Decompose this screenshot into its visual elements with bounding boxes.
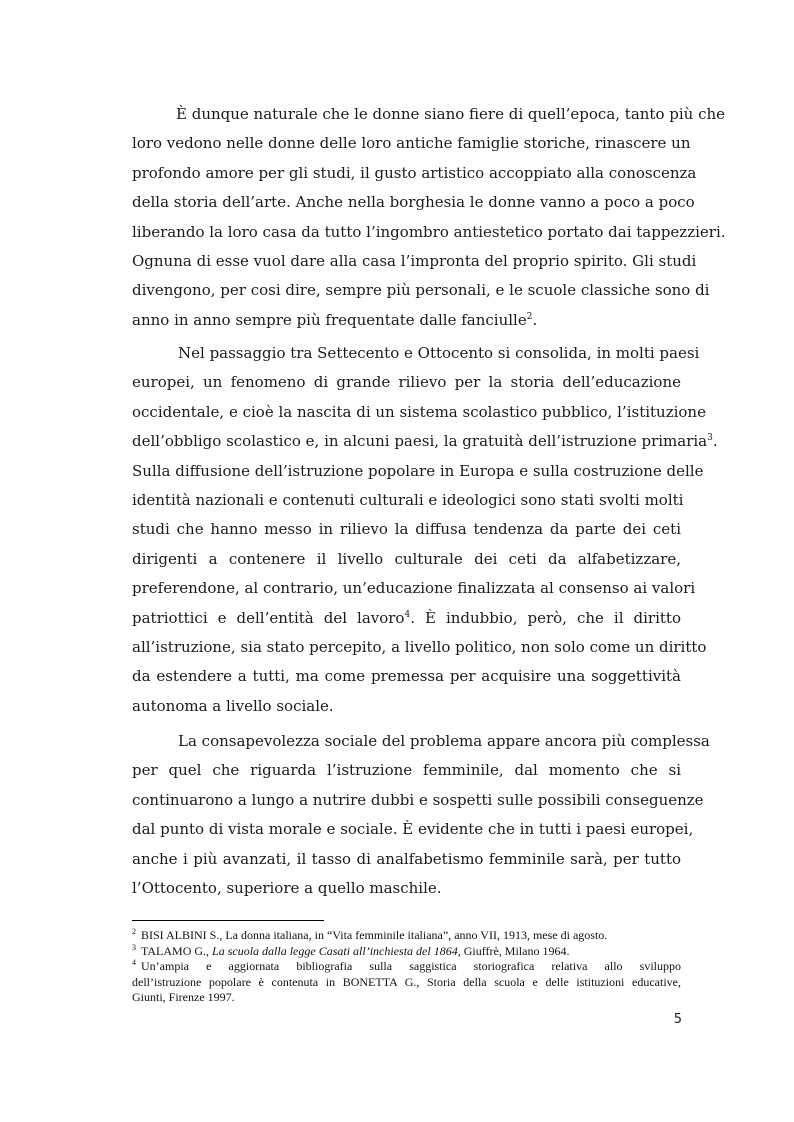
text-line: divengono, per cosi dire, sempre più personali, e le scuole classiche sono di (132, 281, 710, 300)
footnote-ref: 2 (526, 311, 533, 322)
text-line: profondo amore per gli studi, il gusto artistico accoppiato alla conoscenza (132, 163, 697, 182)
paragraph-1 (132, 100, 726, 335)
footnote-separator (132, 920, 324, 921)
text-line: da estendere a tutti, ma come premessa per acquisire una soggettività (132, 667, 681, 686)
text-line: È dunque naturale che le donne siano fiere di quell’epoca, tanto più che (176, 105, 726, 123)
paragraph-2 (132, 339, 718, 721)
text-line: dirigenti a contenere il livello culturale dei ceti da alfabetizzare, (132, 549, 681, 568)
footnote-4-line: Giunti, Firenze 1997. (132, 990, 235, 1004)
text-line: occidentale, e cioè la nascita di un sistema scolastico pubblico, l’istituzione (132, 402, 706, 421)
footnote-3: $^3$ TALAMO G., La scuola dalla legge Casati all’inchiesta del 1864, Giuffrè, Milano 1964. (132, 942, 570, 958)
footnote-ref: 3 (707, 433, 713, 444)
text-line: anche i più avanzati, il tasso di analfabetismo femminile sarà, per tutto (132, 849, 681, 868)
text-line: continuarono a lungo a nutrire dubbi e sospetti sulle possibili conseguenze (132, 790, 704, 809)
footnote-ref: 4 (404, 609, 411, 620)
text-line: La consapevolezza sociale del problema appare ancora più complessa (178, 732, 710, 750)
text-line: europei, un fenomeno di grande rilievo per la storia dell’educazione (132, 373, 681, 392)
footnote-2: $^2$ BISI ALBINI S., La donna italiana, in “Vita femminile italiana”, anno VII, 1913, mese di agosto. (132, 927, 608, 942)
footnote-4: $^4$ Un’ampia e aggiornata bibliografia sulla saggistica storiografica relativa allo sviluppo (132, 958, 681, 973)
text-line: preferendone, al contrario, un’educazione finalizzata al consenso ai valori (132, 579, 696, 598)
text-line: l’Ottocento, superiore a quello maschile. (132, 878, 442, 897)
text-line: anno in anno sempre più frequentate dalle fanciulle$^2$. (132, 310, 538, 329)
page-number: 5 (673, 1012, 682, 1027)
text-line: liberando la loro casa da tutto l’ingombro antiestetico portato dai tappezzieri. (132, 222, 726, 241)
text-line: dell’obbligo scolastico e, in alcuni paesi, la gratuità dell’istruzione primaria$^3$. (132, 432, 718, 451)
text-line: autonoma a livello sociale. (132, 696, 334, 715)
footnotes (132, 928, 681, 1006)
paragraph-3 (132, 727, 710, 903)
text-line: della storia dell’arte. Anche nella borghesia le donne vanno a poco a poco (132, 193, 695, 212)
text-line: studi che hanno messo in rilievo la diffusa tendenza da parte dei ceti (132, 520, 681, 539)
footnote-4-line: dell’istruzione popolare è contenuta in BONETTA G., Storia della scuola e delle istituzioni educative, (132, 974, 681, 989)
text-line: identità nazionali e contenuti culturali e ideologici sono stati svolti molti (132, 490, 684, 509)
text-line: patriottici e dell’entità del lavoro$^4$. È indubbio, però, che il diritto (132, 608, 681, 627)
text-line: per quel che riguarda l’istruzione femminile, dal momento che si (132, 761, 681, 780)
text-line: loro vedono nelle donne delle loro antiche famiglie storiche, rinascere un (132, 134, 691, 153)
text-line: Sulla diffusione dell’istruzione popolare in Europa e sulla costruzione delle (132, 461, 704, 480)
text-line: Ognuna di esse vuol dare alla casa l’impronta del proprio spirito. Gli studi (132, 251, 697, 270)
text-line: dal punto di vista morale e sociale. È evidente che in tutti i paesi europei, (132, 820, 694, 839)
text-line: all’istruzione, sia stato percepito, a livello politico, non solo come un diritto (132, 637, 707, 656)
text-line: Nel passaggio tra Settecento e Ottocento si consolida, in molti paesi (178, 344, 700, 362)
